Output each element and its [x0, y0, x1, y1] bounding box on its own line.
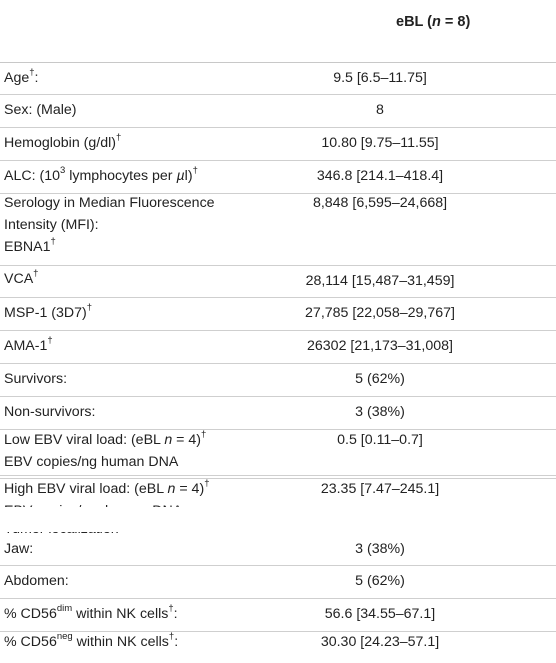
table-row: [0, 128, 556, 161]
row-value: 0.5 [0.11–0.7]: [337, 432, 423, 448]
row-label: Survivors:: [4, 371, 68, 387]
table-row: [0, 364, 556, 397]
table-row: [0, 266, 556, 298]
table-row: [0, 194, 556, 266]
table-row: [0, 507, 556, 532]
row-label: VCA†: [4, 268, 39, 287]
row-divider: [0, 475, 556, 476]
row-label: Low EBV viral load: (eBL n = 4)† EBV copies/ng human DNA: [4, 429, 207, 470]
row-value: 30.30 [24.23–57.1]: [320, 634, 440, 650]
table-row: [0, 632, 556, 663]
row-value: 3 (38%): [355, 541, 405, 557]
row-label: Serology in Median Fluorescence Intensity (MFI): EBNA1†: [4, 195, 215, 255]
table-header: [0, 0, 556, 62]
row-value: 28,114 [15,487–31,459]: [305, 273, 455, 289]
row-value: 3 (38%): [355, 404, 405, 420]
row-value: 27,785 [22,058–29,767]: [305, 305, 455, 321]
row-value: 56.6 [34.55–67.1]: [324, 606, 436, 622]
table-row: [0, 298, 556, 331]
table-row: [0, 161, 556, 194]
row-label: AMA-1†: [4, 335, 53, 354]
table-row: [0, 533, 556, 566]
row-label: % $CD56^{neg}$ within NK cells†:: [4, 631, 179, 650]
row-value: 8: [376, 102, 384, 118]
row-label: % $CD56^{dim}$ within NK cells†:: [4, 603, 178, 622]
row-value: 5 (62%): [355, 573, 405, 589]
row-label: Non-survivors:: [4, 404, 96, 420]
row-label: Hemoglobin (g/dl)†: [4, 132, 122, 151]
column-header-ebl: eBL (n = 8): [396, 14, 471, 30]
row-value: 26302 [21,173–31,008]: [307, 338, 453, 354]
row-label: Abdomen:: [4, 573, 69, 589]
table-row: [0, 599, 556, 632]
row-label: MSP-1 (3D7)†: [4, 302, 93, 321]
row-label: Jaw:: [4, 541, 34, 557]
table-row: [0, 63, 556, 95]
row-label: Age†:: [4, 67, 39, 86]
row-value: 5 (62%): [355, 371, 405, 387]
table-row: [0, 566, 556, 599]
table-row: [0, 95, 556, 128]
row-label: ALC: ($10^3$ lymphocytes per µl)†: [4, 165, 198, 184]
row-value: 346.8 [214.1–418.4]: [316, 168, 444, 184]
table-row: [0, 397, 556, 430]
row-value: 9.5 [6.5–11.75]: [333, 70, 427, 86]
row-value: 10.80 [9.75–11.55]: [321, 135, 439, 151]
row-value: 23.35 [7.47–245.1]: [320, 481, 440, 497]
table-row: [0, 331, 556, 364]
row-label: Sex: (Male): [4, 102, 77, 118]
row-value: 8,848 [6,595–24,668]: [312, 195, 448, 211]
row-label: High EBV viral load: (eBL n = 4)†: [4, 478, 210, 497]
table-row: [0, 430, 556, 479]
